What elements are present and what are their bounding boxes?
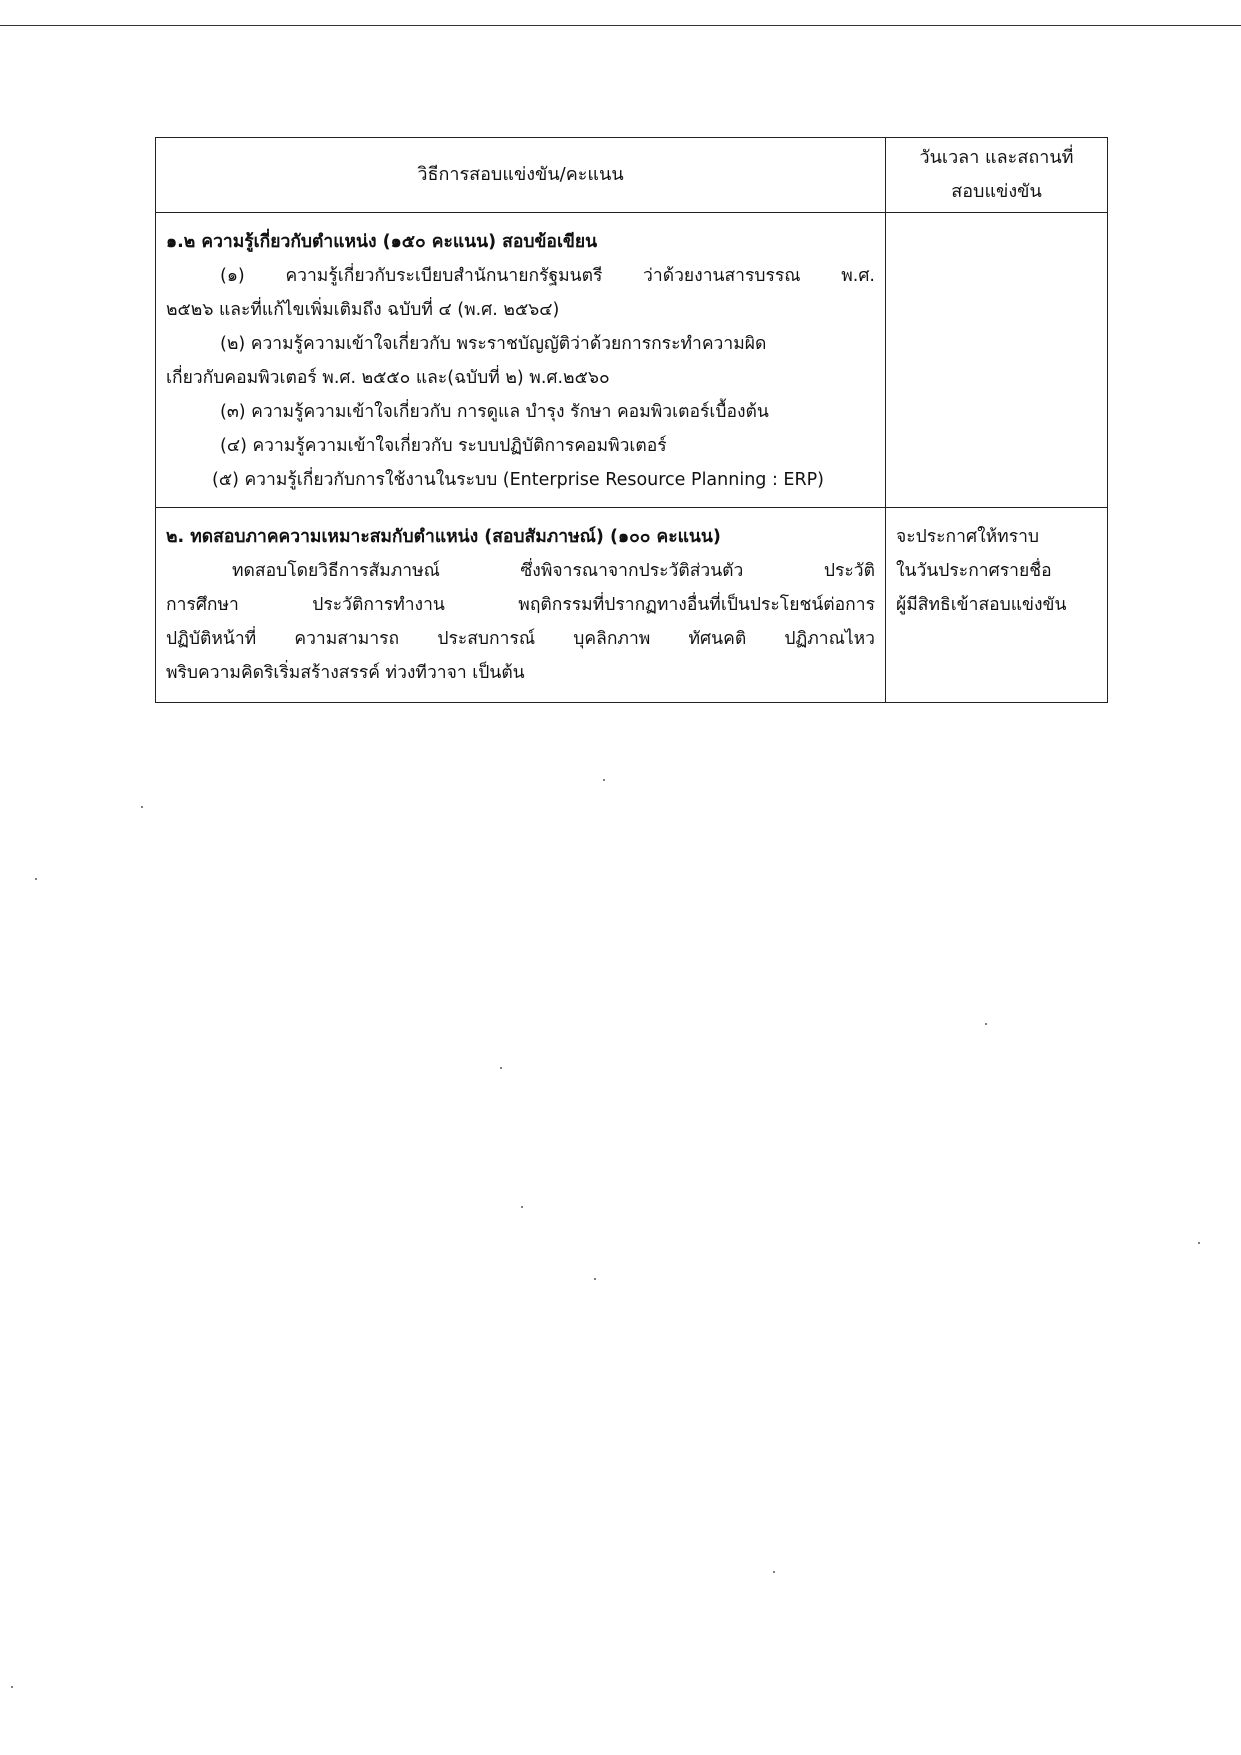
paragraph-line: ทดสอบโดยวิธีการสัมภาษณ์ ซึ่งพิจารณาจากประวัติส่วนตัว ประวัติ	[232, 561, 875, 581]
scan-speck	[594, 1278, 596, 1280]
list-item: (๓) ความรู้ความเข้าใจเกี่ยวกับ การดูแล บำรุง รักษา คอมพิวเตอร์เบื้องต้น	[220, 402, 769, 422]
scan-speck	[985, 1023, 987, 1025]
date-cell-announcement	[886, 508, 1108, 703]
exam-method-table	[155, 137, 1108, 703]
scan-speck	[141, 806, 143, 808]
list-item: เกี่ยวกับคอมพิวเตอร์ พ.ศ. ๒๕๕๐ และ(ฉบับที่ ๒) พ.ศ.๒๕๖๐	[166, 368, 610, 388]
header-date-line1: วันเวลา และสถานที่	[919, 147, 1074, 168]
section-heading-1-2: ๑.๒ ความรู้เกี่ยวกับตำแหน่ง (๑๕๐ คะแนน) สอบข้อเขียน	[166, 232, 598, 252]
paragraph-line: การศึกษา ประวัติการทำงาน พฤติกรรมที่ปรากฏทางอื่นที่เป็นประโยชน์ต่อการ	[166, 595, 875, 615]
list-item: (๑) ความรู้เกี่ยวกับระเบียบสำนักนายกรัฐมนตรี ว่าด้วยงานสารบรรณ พ.ศ.	[220, 266, 875, 286]
section-heading-2: ๒. ทดสอบภาคความเหมาะสมกับตำแหน่ง (สอบสัมภาษณ์) (๑๐๐ คะแนน)	[166, 527, 721, 547]
date-line: จะประกาศให้ทราบ	[896, 527, 1040, 547]
scan-speck	[35, 878, 37, 880]
header-date-place	[886, 138, 1108, 213]
table-row	[156, 213, 1108, 508]
date-line: ผู้มีสิทธิเข้าสอบแข่งขัน	[896, 595, 1067, 615]
scan-speck	[603, 779, 605, 781]
method-cell-interview	[156, 508, 886, 703]
list-item: (๔) ความรู้ความเข้าใจเกี่ยวกับ ระบบปฏิบัติการคอมพิวเตอร์	[220, 436, 667, 456]
scan-speck	[1198, 1242, 1200, 1244]
header-method: วิธีการสอบแข่งขัน/คะแนน	[156, 138, 886, 213]
date-line: ในวันประกาศรายชื่อ	[896, 561, 1052, 581]
list-item: ๒๕๒๖ และที่แก้ไขเพิ่มเติมถึง ฉบับที่ ๔ (พ.ศ. ๒๕๖๔)	[166, 300, 560, 320]
date-cell-empty	[886, 213, 1108, 508]
header-date-line2: สอบแข่งขัน	[951, 181, 1042, 202]
scan-speck	[11, 1686, 13, 1688]
list-item: (๕) ความรู้เกี่ยวกับการใช้งานในระบบ (Enterprise Resource Planning : ERP)	[212, 470, 825, 490]
method-cell-knowledge	[156, 213, 886, 508]
table-header-row	[156, 138, 1108, 213]
paragraph-line: พริบความคิดริเริ่มสร้างสรรค์ ท่วงทีวาจา เป็นต้น	[166, 663, 525, 683]
list-item: (๒) ความรู้ความเข้าใจเกี่ยวกับ พระราชบัญญัติว่าด้วยการกระทำความผิด	[220, 334, 767, 354]
scan-speck	[773, 1571, 775, 1573]
top-rule-line	[0, 25, 1241, 26]
scan-speck	[521, 1206, 523, 1208]
scan-speck	[500, 1067, 502, 1069]
table-row	[156, 508, 1108, 703]
paragraph-line: ปฏิบัติหน้าที่ ความสามารถ ประสบการณ์ บุคลิกภาพ ทัศนคติ ปฏิภาณไหว	[166, 629, 875, 649]
